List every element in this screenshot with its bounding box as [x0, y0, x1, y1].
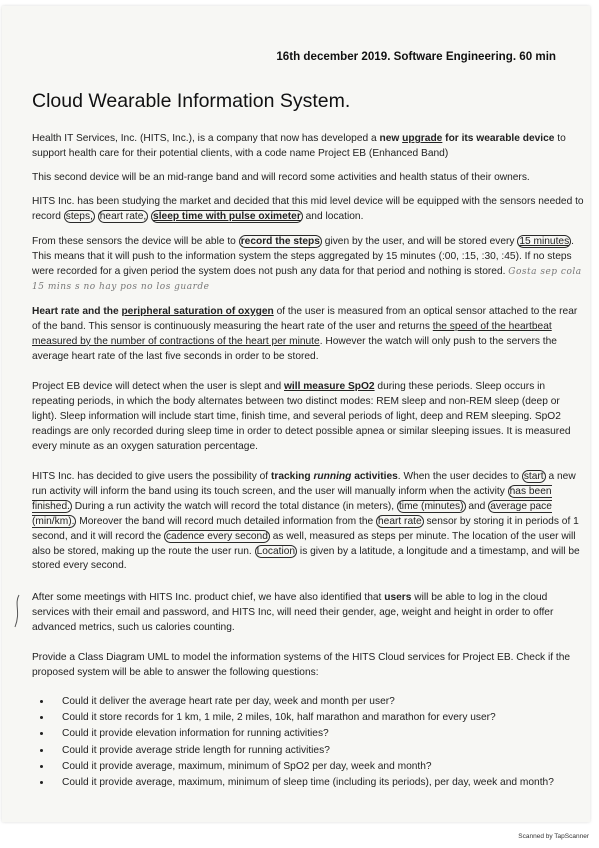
circled-text: time (minutes) [398, 500, 464, 512]
list-item: • Could it provide average, maximum, minimum of sleep time (including its periods), per day, week and month? [52, 776, 599, 791]
paragraph-heart-rate [32, 305, 587, 365]
underlined-text: the speed of the heartbeat measured by the number of contractions of the heart per minute [32, 320, 552, 347]
circled-text: 15 minutes [519, 236, 570, 247]
text-run: to support health care for their potential clients, with a code name Project EB (Enhanced Band) [32, 133, 566, 159]
list-item: • Could it store records for 1 km, 1 mile, 2 miles, 10k, half marathon and marathon for every user? [52, 711, 599, 726]
circled-bold-text: record the steps [240, 236, 320, 247]
text-run: . However the watch will only push to the servers the average heart rate of the last five seconds in order to be stored. [32, 335, 557, 362]
text-run: and [465, 500, 489, 512]
text-run: . When the user decides to [397, 471, 522, 482]
document-page [2, 6, 590, 822]
circled-text: has been finished. [32, 485, 552, 512]
circled-bold-text: sleep time with pulse oximeter [153, 210, 301, 222]
list-item: • Could it provide average stride length for running activities? [52, 744, 599, 759]
question-list [32, 695, 599, 792]
bold-text: for its wearable device [442, 133, 555, 144]
text-run: Moreover the band will record much detailed information from the [76, 515, 376, 527]
bold-text: users [384, 592, 412, 603]
list-item: • Could it deliver the average heart rate per day, week and month per user? [52, 695, 599, 710]
circled-text: start [523, 471, 544, 482]
list-item: • Could it provide elevation information for running activities? [52, 727, 599, 742]
text-run: given by the user, and will be stored every [321, 236, 518, 247]
circled-text: cadence every second [165, 530, 268, 542]
circled-text: steps, [65, 210, 93, 222]
paragraph-steps [32, 235, 587, 295]
text-run: HITS Inc. has decided to give users the possibility of [32, 471, 271, 482]
handwritten-note: Gosta sep cola 15 mins s no hay pos no los guarde [32, 266, 582, 292]
text-run: sensor by storing it in periods of 1 second, and it will record the [32, 515, 579, 542]
bold-underlined-text: upgrade [402, 133, 443, 144]
text-run: a new run activity will inform the band using its touch screen, and the user will manually inform when the activity [32, 471, 576, 497]
bold-italic-text: running [313, 471, 352, 482]
paragraph-second-device: This second device will be an mid-range band and will record some activities and health status of their owners. [32, 172, 530, 183]
circled-text: heart rate [378, 515, 422, 527]
paragraph-users [32, 591, 587, 636]
bold-underlined-text: will measure SpO2 [284, 381, 375, 392]
document-title: Cloud Wearable Information System. [32, 90, 351, 112]
list-item: • Could it provide average, maximum, minimum of SpO2 per day, week and month? [52, 760, 599, 775]
circled-text: Location [256, 545, 296, 557]
text-run: After some meetings with HITS Inc. product chief, we have also identified that [32, 592, 385, 603]
circled-text: average pace (min/km). [32, 500, 552, 527]
text-run: and location. [302, 210, 364, 222]
paragraph-sleep [32, 380, 587, 455]
margin-annotation-mark [12, 594, 22, 628]
paragraph-sensors [32, 195, 587, 225]
text-run: of the user is measured from an optical sensor attached to the rear of the band. This sensor is continuously measuring the heart rate of the user and returns [32, 306, 578, 332]
paragraph-running [32, 470, 587, 574]
circled-text: heart rate, [99, 210, 147, 222]
scanner-watermark: Scanned by TapScanner [518, 833, 589, 840]
bold-text: tracking [270, 471, 314, 482]
exam-header: 16th december 2019. Software Engineering. 60 min [276, 50, 556, 63]
bold-text: new [379, 133, 403, 144]
text-run: Health IT Services, Inc. (HITS, Inc.), is a company that now has developed a [32, 133, 380, 144]
text-run: During a run activity the watch will record the total distance (in meters), [71, 500, 397, 512]
text-run: will be able to log in the cloud services with their email and password, and HITS Inc, will need their gender, age, weight and height in order to offer advanced metrics, such us calories counting. [32, 592, 554, 633]
bold-text: activities [351, 471, 398, 482]
text-run: Project EB device will detect when the user is slept and [32, 381, 284, 392]
text-run: as well, measured as steps per minute. The location of the user will also be stored, making up the route the user run. [32, 530, 576, 557]
text-run: is given by a latitude, a longitude and a timestamp, and will be stored every second. [32, 545, 580, 572]
text-run: HITS Inc. has been studying the market and decided that this mid level device will be equipped with the sensors needed to record [32, 196, 584, 222]
bold-text: Heart rate and the [32, 306, 122, 317]
text-run: From these sensors the device will be able to [32, 236, 239, 247]
text-run: during these periods. Sleep occurs in repeating periods, in which the body alternates between two distinct modes: REM sleep and non-REM sleep (deep or light). Sleep information will include start time, finish time, and several periods of light, deep and REM sleeping. SpO2 readings are only recorded during sleep time in order to detect possible apnea or similar sleeping issues. It is measured every minute as an oxygen saturation percentage. [32, 381, 571, 452]
text-run: . This means that it will push to the information system the steps aggregated by 15 minutes (:00, :15, :30, :45). If no steps were recorded for a given period the system does not push any data for that period and nothing is stored. [32, 236, 575, 277]
paragraph-task: Provide a Class Diagram UML to model the information systems of the HITS Cloud services for Project EB. Check if the proposed system will be able to answer the following questions: [32, 652, 571, 678]
paragraph-intro [32, 132, 587, 162]
bold-underlined-text: peripheral saturation of oxygen [121, 306, 274, 317]
